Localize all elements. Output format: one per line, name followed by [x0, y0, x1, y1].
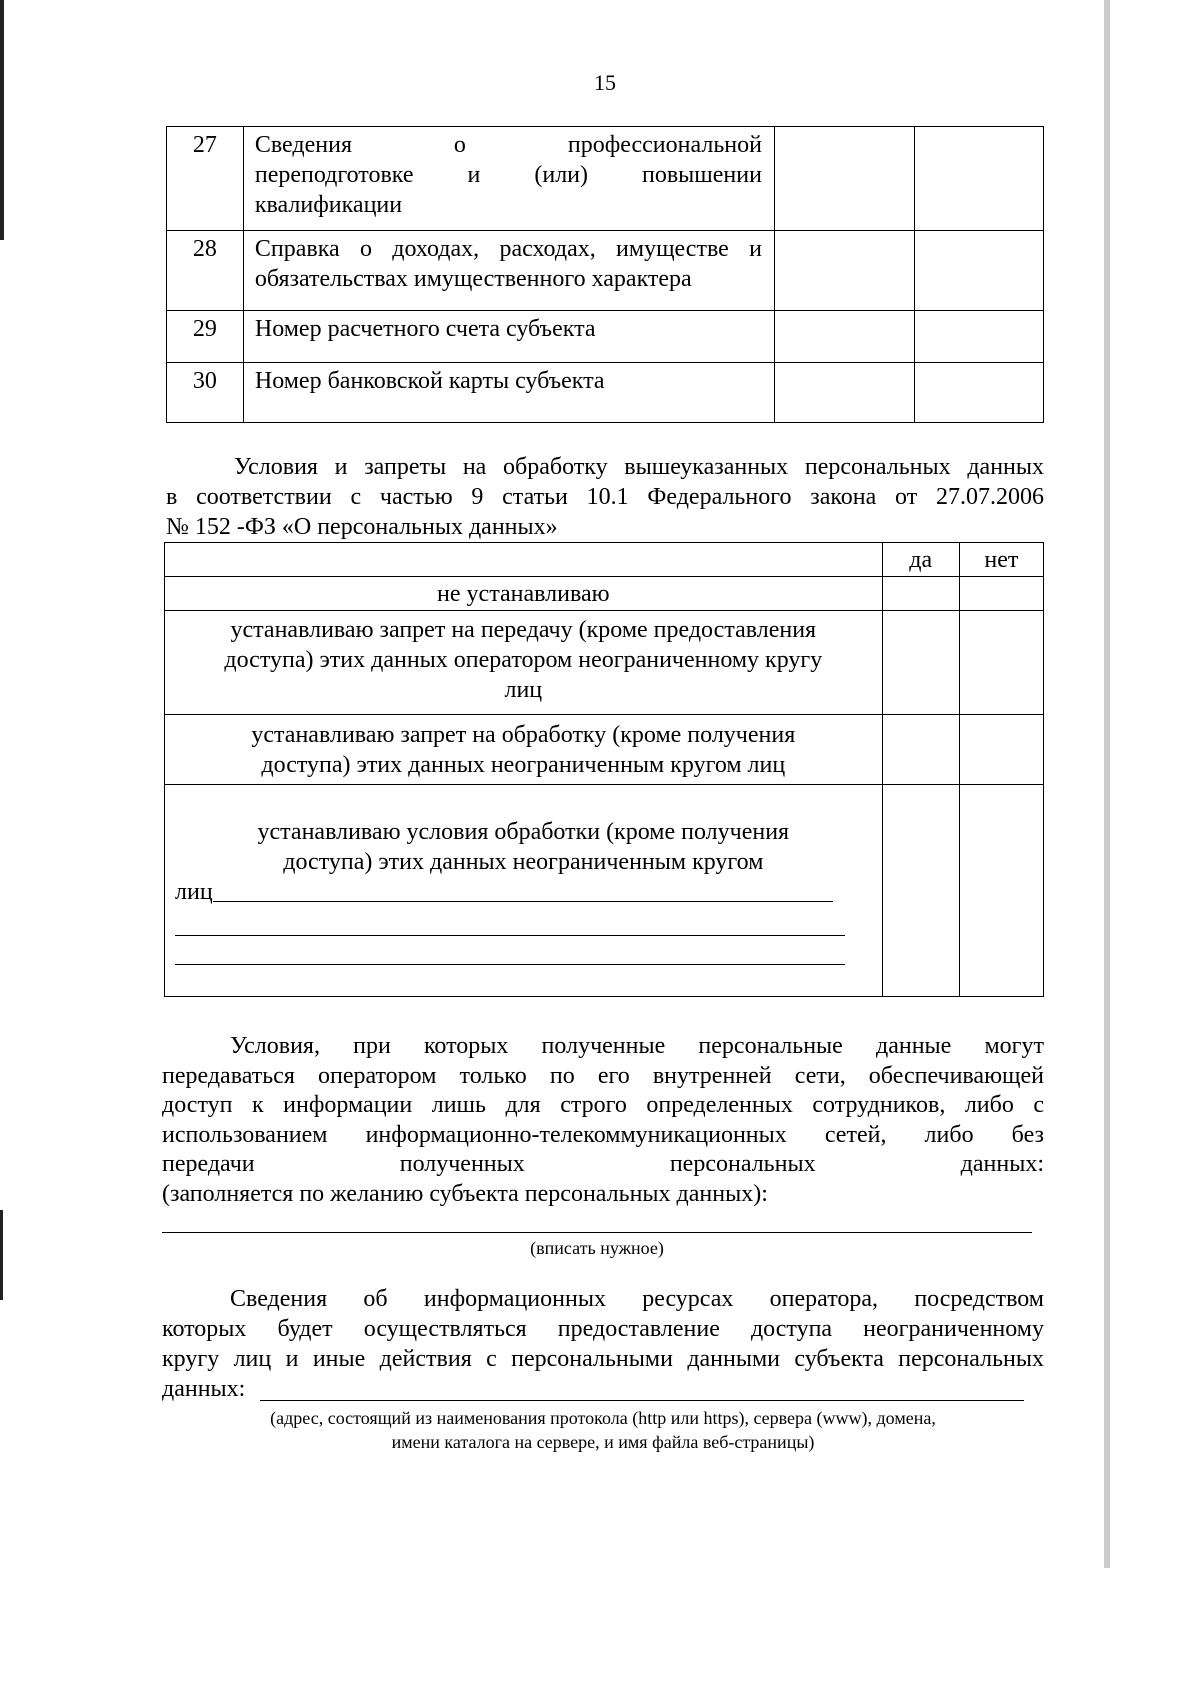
yes-checkbox-cell[interactable] [882, 611, 959, 715]
page-number: 15 [594, 70, 616, 95]
conditions-fill-line[interactable] [213, 881, 833, 902]
intro-line: Условия и запреты на обработку вышеуказанных персональных данных [234, 454, 1044, 480]
conditions-fill-line[interactable] [175, 907, 845, 936]
row-description: Сведения о профессиональной переподготовке и (или) повышении квалификации [243, 127, 774, 231]
resources-paragraph: Сведения об информационных ресурсах оператора, посредством которых будет осуществляться предоставление доступа неограниченному кругу лиц и иные действия с персональными данными субъекта персональных данных: [162, 1286, 1044, 1402]
transfer-caption: (вписать нужное) [530, 1238, 664, 1258]
conditions-intro [166, 452, 1044, 542]
row-number: 29 [167, 311, 244, 363]
no-checkbox-cell[interactable] [959, 715, 1043, 785]
option-text: устанавливаю условия обработки (кроме получения доступа) этих данных неограниченным кругом лиц [165, 785, 883, 997]
checkbox-cell[interactable] [915, 311, 1044, 363]
table-row [165, 715, 1044, 785]
checkbox-cell[interactable] [774, 363, 914, 423]
personal-data-table [166, 126, 1044, 423]
intro-line: в соответствии с частью 9 статьи 10.1 Федерального закона от 27.07.2006 [166, 484, 1044, 510]
table-row [167, 231, 1044, 311]
checkbox-cell[interactable] [915, 231, 1044, 311]
header-no: нет [959, 543, 1043, 577]
table-row [165, 611, 1044, 715]
transfer-conditions: Условия, при которых полученные персональные данные могут передаваться оператором только по его внутренней сети, обеспечивающей доступ к информации лишь для строго определенных сотрудников, либо с использованием информационно-телекоммуникационных сетей, либо без передачи полученных персональных данных: (заполняется по желанию субъекта персональных данных): [162, 1033, 1044, 1207]
no-checkbox-cell[interactable] [959, 785, 1043, 997]
table-row [167, 127, 1044, 231]
yes-checkbox-cell[interactable] [882, 785, 959, 997]
yes-checkbox-cell[interactable] [882, 577, 959, 611]
no-checkbox-cell[interactable] [959, 611, 1043, 715]
header-yes: да [882, 543, 959, 577]
yes-checkbox-cell[interactable] [882, 715, 959, 785]
checkbox-cell[interactable] [915, 127, 1044, 231]
option-text: не устанавливаю [165, 577, 883, 611]
scan-edge-mark [1104, 0, 1110, 1568]
row-description: Номер расчетного счета субъекта [243, 311, 774, 363]
row-description: Номер банковской карты субъекта [243, 363, 774, 423]
row-number: 30 [167, 363, 244, 423]
checkbox-cell[interactable] [774, 231, 914, 311]
checkbox-cell[interactable] [915, 363, 1044, 423]
intro-line: № 152 -ФЗ «О персональных данных» [166, 514, 558, 540]
table-row [165, 785, 1044, 997]
scan-edge-mark [0, 0, 4, 240]
row-number: 28 [167, 231, 244, 311]
checkbox-cell[interactable] [774, 311, 914, 363]
conditions-table [164, 542, 1044, 997]
table-row [167, 311, 1044, 363]
no-checkbox-cell[interactable] [959, 577, 1043, 611]
table-row [167, 363, 1044, 423]
row-number: 27 [167, 127, 244, 231]
option-text: устанавливаю запрет на обработку (кроме получения доступа) этих данных неограниченным кругом лиц [165, 715, 883, 785]
checkbox-cell[interactable] [774, 127, 914, 231]
conditions-fill-line[interactable] [175, 936, 845, 965]
transfer-fill-line[interactable] [162, 1232, 1032, 1233]
resources-caption: (адрес, состоящий из наименования протокола (http или https), сервера (www), домена, имени каталога на сервере, и имя файла веб-страницы) [270, 1408, 936, 1452]
scan-edge-mark [0, 1210, 3, 1300]
table-header-row [165, 543, 1044, 577]
option-text: устанавливаю запрет на передачу (кроме предоставления доступа) этих данных оператором неограниченному кругу лиц [165, 611, 883, 715]
resources-fill-line[interactable] [260, 1400, 1024, 1401]
table-row [165, 577, 1044, 611]
row-description: Справка о доходах, расходах, имуществе и обязательствах имущественного характера [243, 231, 774, 311]
